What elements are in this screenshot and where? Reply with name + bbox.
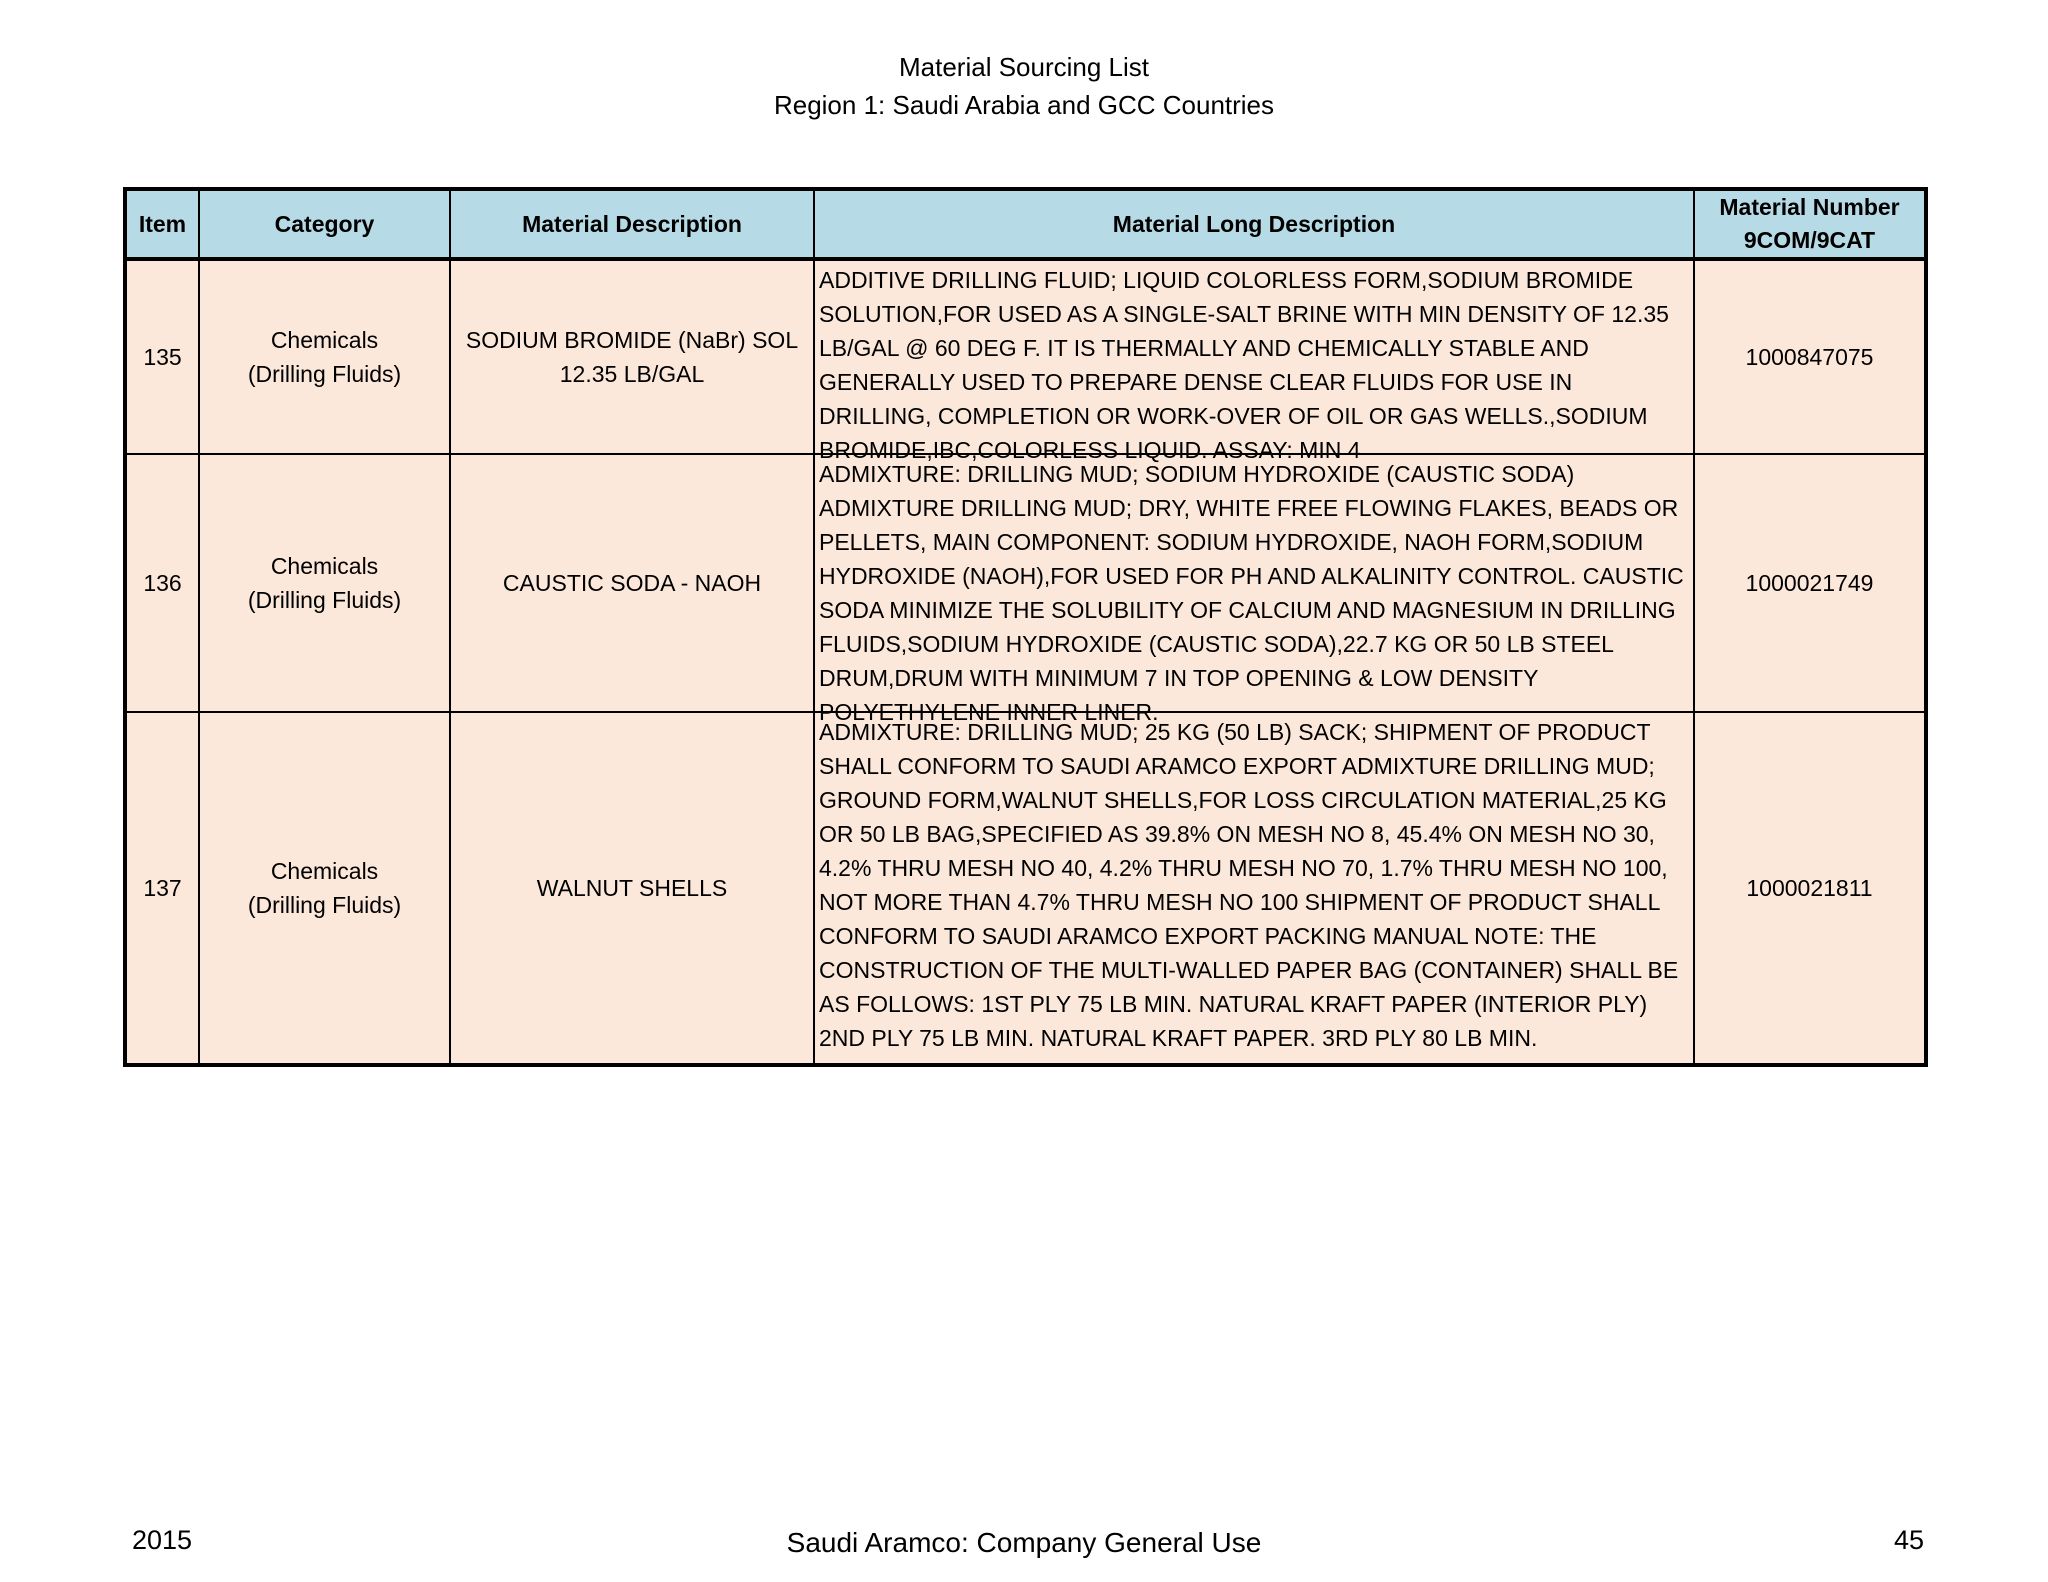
- cell-category: [199, 259, 450, 454]
- category-line1: Chemicals: [270, 858, 379, 884]
- cell-description: [450, 712, 814, 1065]
- cell-item: 137: [125, 712, 199, 1065]
- column-header-material-number-line2: 9COM/9CAT: [1743, 227, 1876, 253]
- description-line2: 12.35 LB/GAL: [559, 361, 705, 387]
- column-header-description: Material Description: [450, 189, 814, 259]
- cell-long-description: [814, 712, 1694, 1065]
- cell-item: 136: [125, 454, 199, 712]
- cell-category: [199, 712, 450, 1065]
- table-header-row: [125, 189, 1926, 259]
- cell-category: [199, 454, 450, 712]
- description-line1: SODIUM BROMIDE (NaBr) SOL: [465, 327, 799, 353]
- long-description-text: ADMIXTURE: DRILLING MUD; SODIUM HYDROXIDE (CAUSTIC SODA) ADMIXTURE DRILLING MUD; DRY, WHITE FREE FLOWING FLAKES, BEADS OR PELLETS, MAIN COMPONENT: SODIUM HYDROXIDE, NAOH FORM,SODIUM HYDROXIDE (NAOH),FOR USED FOR PH AND ALKALINITY CONTROL. CAUSTIC SODA MINIMIZE THE SOLUBILITY OF CALCIUM AND MAGNESIUM IN DRILLING FLUIDS,SODIUM HYDROXIDE (CAUSTIC SODA),22.7 KG OR 50 LB STEEL DRUM,DRUM WITH MINIMUM 7 IN TOP OPENING & LOW DENSITY POLYETHYLENE INNER LINER.: [819, 461, 1684, 725]
- cell-long-description: [814, 454, 1694, 725]
- table-row: [125, 454, 1926, 712]
- cell-material-number: 1000847075: [1694, 259, 1926, 454]
- cell-material-number: 1000021811: [1694, 712, 1926, 1065]
- long-description-text: ADDITIVE DRILLING FLUID; LIQUID COLORLESS FORM,SODIUM BROMIDE SOLUTION,FOR USED AS A SINGLE-SALT BRINE WITH MIN DENSITY OF 12.35 LB/GAL @ 60 DEG F. IT IS THERMALLY AND CHEMICALLY STABLE AND GENERALLY USED TO PREPARE DENSE CLEAR FLUIDS FOR USE IN DRILLING, COMPLETION OR WORK-OVER OF OIL OR GAS WELLS.,SODIUM BROMIDE,IBC,COLORLESS LIQUID. ASSAY: MIN 4: [819, 267, 1669, 463]
- footer-year: 2015: [132, 1525, 193, 1555]
- category-line1: Chemicals: [270, 327, 379, 353]
- table-row: [125, 712, 1926, 1065]
- category-line2: (Drilling Fluids): [247, 892, 402, 918]
- document-title: Material Sourcing List: [899, 52, 1149, 82]
- table-row: [125, 259, 1926, 454]
- cell-description: [450, 259, 814, 454]
- column-header-long-description: Material Long Description: [814, 189, 1694, 259]
- footer-classification: Saudi Aramco: Company General Use: [786, 1527, 1262, 1558]
- column-header-item: Item: [125, 189, 199, 259]
- cell-long-description: [814, 259, 1694, 463]
- description-line1: WALNUT SHELLS: [536, 875, 728, 901]
- column-header-material-number-line1: Material Number: [1719, 194, 1900, 220]
- description-line1: CAUSTIC SODA - NAOH: [502, 570, 762, 596]
- column-header-category: Category: [199, 189, 450, 259]
- cell-material-number: 1000021749: [1694, 454, 1926, 712]
- long-description-text: ADMIXTURE: DRILLING MUD; 25 KG (50 LB) SACK; SHIPMENT OF PRODUCT SHALL CONFORM TO SAUDI ARAMCO EXPORT ADMIXTURE DRILLING MUD; GROUND FORM,WALNUT SHELLS,FOR LOSS CIRCULATION MATERIAL,25 KG OR 50 LB BAG,SPECIFIED AS 39.8% ON MESH NO 8, 45.4% ON MESH NO 30, 4.2% THRU MESH NO 40, 4.2% THRU MESH NO 70, 1.7% THRU MESH NO 100, NOT MORE THAN 4.7% THRU MESH NO 100 SHIPMENT OF PRODUCT SHALL CONFORM TO SAUDI ARAMCO EXPORT PACKING MANUAL NOTE: THE CONSTRUCTION OF THE MULTI-WALLED PAPER BAG (CONTAINER) SHALL BE AS FOLLOWS: 1ST PLY 75 LB MIN. NATURAL KRAFT PAPER (INTERIOR PLY) 2ND PLY 75 LB MIN. NATURAL KRAFT PAPER. 3RD PLY 80 LB MIN.: [819, 719, 1679, 1051]
- page-header: [0, 48, 2048, 124]
- category-line1: Chemicals: [270, 553, 379, 579]
- cell-description: [450, 454, 814, 712]
- cell-item: 135: [125, 259, 199, 454]
- document-subtitle: Region 1: Saudi Arabia and GCC Countries: [773, 90, 1275, 120]
- footer-page-number: 45: [1893, 1525, 1924, 1555]
- column-header-material-number: [1694, 189, 1926, 259]
- material-sourcing-table: [123, 187, 1928, 1067]
- category-line2: (Drilling Fluids): [247, 361, 402, 387]
- category-line2: (Drilling Fluids): [247, 587, 402, 613]
